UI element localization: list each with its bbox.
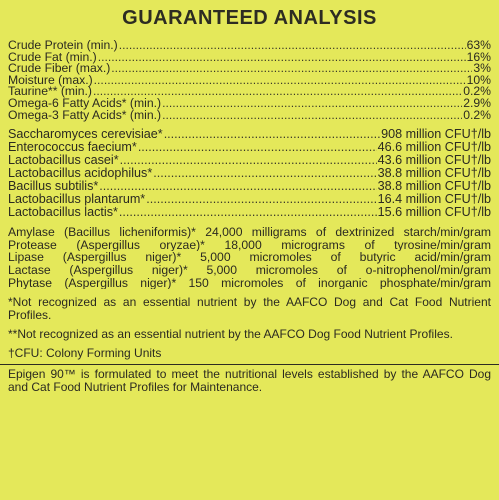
enzyme-line: Phytase (Aspergillus niger)* 150 micromoles of inorganic phosphate/min/gram bbox=[8, 276, 491, 290]
probiotic-value: 38.8 million CFU†/lb bbox=[377, 179, 491, 194]
nutrient-name: Crude Protein (min.) bbox=[8, 38, 118, 52]
nutrient-name: Crude Fiber (max.) bbox=[8, 61, 111, 76]
nutrient-name: Omega-6 Fatty Acids* (min.) bbox=[8, 95, 162, 110]
probiotic-list bbox=[8, 128, 491, 219]
probiotic-value: 46.6 million CFU†/lb bbox=[377, 140, 491, 155]
enzyme-line: Amylase (Bacillus licheniformis)* 24,000 milligrams of dextrinized starch/min/gram bbox=[8, 226, 491, 239]
probiotic-value: 15.6 million CFU†/lb bbox=[377, 205, 491, 220]
enzyme-line: Protease (Aspergillus oryzae)* 18,000 micrograms of tyrosine/min/gram bbox=[8, 238, 491, 252]
divider bbox=[0, 364, 499, 365]
probiotic-name: Bacillus subtilis* bbox=[8, 179, 99, 194]
leader-dots bbox=[138, 141, 377, 154]
label-title: GUARANTEED ANALYSIS bbox=[122, 7, 377, 29]
probiotic-value: 38.8 million CFU†/lb bbox=[377, 166, 491, 181]
leader-dots bbox=[162, 110, 462, 122]
probiotic-name: Lactobacillus lactis* bbox=[8, 205, 118, 220]
leader-dots bbox=[164, 128, 380, 141]
probiotic-value: 16.4 million CFU†/lb bbox=[377, 192, 491, 207]
leader-dots bbox=[119, 40, 466, 52]
footnote-single-asterisk: *Not recognized as an essential nutrient by the AAFCO Dog and Cat Food Nutrient Profiles. bbox=[8, 295, 491, 323]
probiotic-row bbox=[8, 206, 491, 219]
leader-dots bbox=[119, 206, 377, 219]
probiotic-name: Saccharomyces cerevisiae* bbox=[8, 127, 163, 142]
formulation-statement: Epigen 90™ is formulated to meet the nutritional levels established by the AAFCO Dog and Cat Food Nutrient Profiles for Maintenance. bbox=[8, 367, 491, 395]
enzyme-line: Lactase (Aspergillus niger)* 5,000 micromoles of o-nitrophenol/min/gram bbox=[8, 263, 491, 277]
probiotic-name: Lactobacillus casei* bbox=[8, 153, 119, 168]
leader-dots bbox=[94, 75, 466, 87]
probiotic-name: Lactobacillus plantarum* bbox=[8, 192, 146, 207]
probiotic-value: 43.6 million CFU†/lb bbox=[377, 153, 491, 168]
enzyme-line: Lipase (Aspergillus niger)* 5,000 micromoles of butyric acid/min/gram bbox=[8, 251, 491, 264]
leader-dots bbox=[98, 52, 466, 64]
nutrient-value: 10% bbox=[466, 72, 491, 87]
footnote-dagger: †CFU: Colony Forming Units bbox=[8, 346, 162, 361]
leader-dots bbox=[146, 193, 376, 206]
nutrient-value: 0.2% bbox=[463, 107, 491, 122]
nutrient-value: 0.2% bbox=[463, 84, 491, 99]
nutrient-value: 3% bbox=[473, 61, 491, 76]
nutrient-value: 2.9% bbox=[463, 95, 491, 110]
nutrient-name: Crude Fat (min.) bbox=[8, 49, 97, 64]
footnote-double-asterisk: **Not recognized as an essential nutrient by the AAFCO Dog Food Nutrient Profiles. bbox=[8, 327, 453, 342]
leader-dots bbox=[120, 154, 377, 167]
nutrient-value: 16% bbox=[466, 49, 491, 64]
nutrient-name: Moisture (max.) bbox=[8, 72, 93, 87]
nutrient-list bbox=[8, 40, 491, 121]
leader-dots bbox=[153, 167, 376, 180]
leader-dots bbox=[111, 63, 472, 75]
enzyme-list bbox=[8, 226, 491, 289]
probiotic-value: 908 million CFU†/lb bbox=[381, 127, 491, 142]
probiotic-name: Lactobacillus acidophilus* bbox=[8, 166, 153, 181]
nutrient-name: Omega-3 Fatty Acids* (min.) bbox=[8, 107, 162, 122]
leader-dots bbox=[162, 98, 462, 110]
nutrient-name: Taurine** (min.) bbox=[8, 84, 92, 99]
nutrient-value: 63% bbox=[466, 38, 491, 52]
section-spacer bbox=[8, 219, 491, 226]
nutrient-row bbox=[8, 107, 491, 122]
probiotic-name: Enterococcus faecium* bbox=[8, 140, 137, 155]
